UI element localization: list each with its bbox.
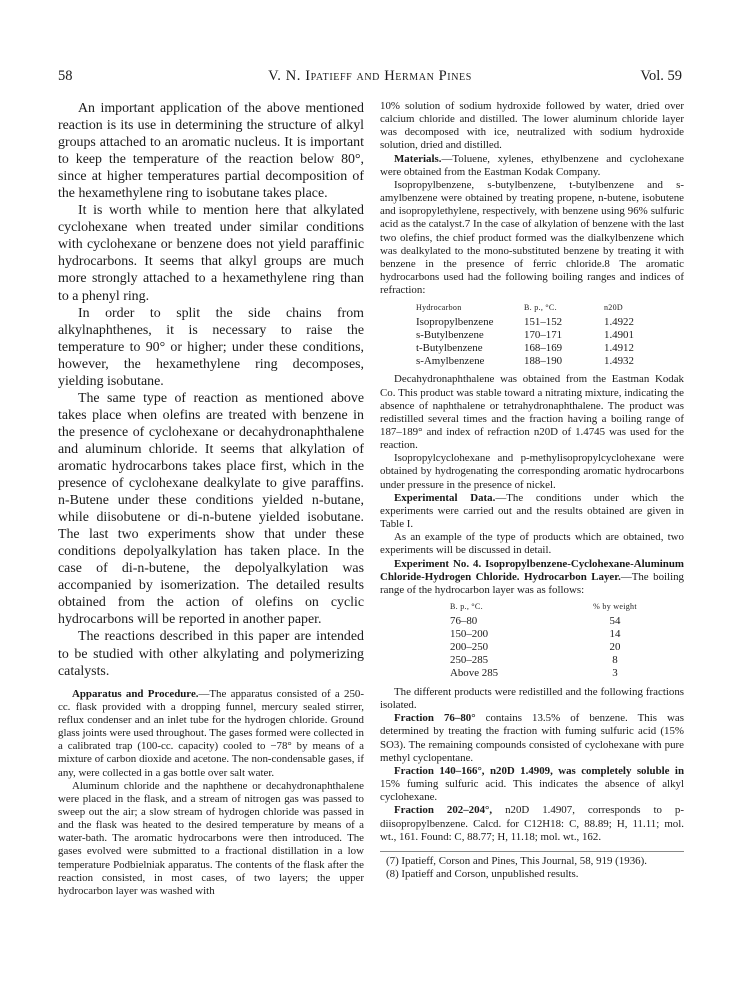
paragraph: The reactions described in this paper are intended to be studied with other alkylating and polymerizing catalysts. <box>58 629 364 679</box>
intro-text <box>58 100 364 680</box>
paragraph <box>380 804 684 843</box>
paragraph-text: 15% fuming sulfuric acid. This indicates the absence of alkyl cyclohexane. <box>380 778 684 804</box>
table-header: % by weight <box>593 602 637 611</box>
paragraph-text: —The boiling range of the hydrocarbon layer was as follows: <box>380 570 684 596</box>
table-cell: 200–250 <box>450 641 489 653</box>
table-cell: 150–200 <box>450 628 489 640</box>
table-row <box>442 654 660 667</box>
table-cell: Isopropylbenzene <box>416 316 494 329</box>
paragraph <box>380 492 684 531</box>
paragraph-text: contains 13.5% of benzene. This was determined by treating the fraction with fuming sulfuric acid (15% SO3). The remaining compounds consisted of cyclohexane with pure methyl cyclopentane. <box>380 712 684 764</box>
table-cell: s-Butylbenzene <box>416 329 484 342</box>
table-cell: 14 <box>609 628 621 640</box>
table-cell: 1.4922 <box>604 316 634 329</box>
table-row <box>442 628 660 641</box>
apparatus-section <box>58 688 364 899</box>
paragraph <box>380 712 684 765</box>
section-heading: Fraction 76–80° <box>394 712 476 725</box>
paragraph-text: —Toluene, xylenes, ethylbenzene and cyclohexane were obtained from the Eastman Kodak Company. <box>380 152 684 178</box>
paragraph <box>380 558 684 597</box>
running-title: V. N. Ipatieff and Herman Pines <box>268 68 472 84</box>
paragraph: 10% solution of sodium hydroxide followed by water, dried over calcium chloride and distilled. The lower aluminum chloride layer was decomposed with ice, neutralized with sodium hydroxide solution, dried and distilled. <box>380 100 684 152</box>
table-header: B. p., °C. <box>450 602 483 611</box>
paragraph: Isopropylbenzene, s-butylbenzene, t-butylbenzene and s-amylbenzene were obtained by treating propene, n-butene, isobutene and isopropylethylene, respectively, with benzene using 96% sulfuric acid as the catalyst.7 In the case of alkylation of benzene with the last two olefins, the chief product formed was the dialkylbenzene which was dealkylated to the mono-substituted benzene by treating it with benzene in the presence of ferric chloride.8 The aromatic hydrocarbons used had the following boiling ranges and indices of refraction: <box>380 178 684 297</box>
table-row <box>442 641 660 654</box>
paragraph: An important application of the above mentioned reaction is its use in determining the structure of alkyl groups attached to an aromatic nucleus. It is important to keep the temperature of the reaction below 80°, since at higher temperatures partial decomposition of the hexamethylene ring to isobutane takes place. <box>58 101 364 202</box>
table-header: n20D <box>604 303 623 313</box>
paragraph: As an example of the type of products which are obtained, two experiments will be discussed in detail. <box>380 531 684 557</box>
paragraph: Decahydronaphthalene was obtained from the Eastman Kodak Co. This product was stable toward a nitrating mixture, indicating the absence of naphthalene or tetrahydronaphthalene. The product was redistilled several times and the fraction having a boiling range of 187–189° and index of refraction n20D of 1.4745 was used for the reaction. <box>380 373 684 452</box>
section-heading: Fraction 202–204°, <box>394 804 493 817</box>
boiling-point-table <box>416 301 654 368</box>
paragraph: It is worth while to mention here that alkylated cyclohexane when treated under similar conditions with cyclohexane or benzene does not yield paraffinic hydrocarbons. It seems that alkyl groups are much more strongly attached to a hexamethylene ring than to a phenyl ring. <box>58 203 364 304</box>
left-column <box>58 100 364 898</box>
paragraph: The different products were redistilled and the following fractions isolated. <box>380 686 684 712</box>
table-cell: 1.4932 <box>604 355 634 368</box>
section-heading: Experiment No. 4. Isopropylbenzene-Cyclohexane-Aluminum Chloride-Hydrogen Chloride. Hydrocarbon Layer. <box>380 557 684 583</box>
table-row <box>416 342 654 355</box>
footnote-divider <box>380 851 684 852</box>
section-heading: Experimental Data. <box>394 491 496 504</box>
table-cell: 168–169 <box>524 342 563 355</box>
paragraph <box>58 688 364 780</box>
table-cell: 170–171 <box>524 329 563 342</box>
volume-label: Vol. 59 <box>640 68 682 84</box>
paragraph <box>380 765 684 804</box>
table-row <box>416 355 654 368</box>
table-cell: 188–190 <box>524 355 563 368</box>
table-cell: 151–152 <box>524 316 563 329</box>
table-cell: 250–285 <box>450 654 489 666</box>
table-row <box>442 615 660 628</box>
table-cell: 8 <box>612 654 618 666</box>
table-cell: t-Butylbenzene <box>416 342 483 355</box>
footnote: (8) Ipatieff and Corson, unpublished results. <box>386 868 579 881</box>
section-heading: Apparatus and Procedure. <box>72 687 199 700</box>
paragraph-text: —The apparatus consisted of a 250-cc. flask provided with a dropping funnel, mercury sealed stirrer, reflux condenser and an inlet tube for the hydrogen chloride. Ground glass joints were used throughout. The gases formed were collected in a calibrated trap (100-cc. capacity) cooled to −78° by means of a mixture of carbon dioxide and acetone. The non-condensable gases, if any, were collected in a gas bottle over salt water. <box>58 687 364 779</box>
paragraph: Isopropylcyclohexane and p-methylisopropylcyclohexane were obtained by hydrogenating the corresponding aromatic hydrocarbons under pressure in the presence of nickel. <box>380 452 684 491</box>
table-header: Hydrocarbon <box>416 303 462 313</box>
table-cell: 3 <box>612 667 618 679</box>
table-row <box>416 329 654 342</box>
table-cell: 54 <box>609 615 621 627</box>
table-row <box>416 316 654 329</box>
table-cell: 1.4912 <box>604 342 634 355</box>
table-row <box>442 667 660 680</box>
page-number: 58 <box>58 68 73 84</box>
section-heading: Fraction 140–166°, n20D 1.4909, was completely soluble in <box>394 764 684 777</box>
table-cell: 76–80 <box>450 615 478 627</box>
right-column <box>380 100 684 881</box>
table-cell: s-Amylbenzene <box>416 355 485 368</box>
paragraph: The same type of reaction as mentioned above takes place when olefins are treated with benzene in the presence of cyclohexane or decahydronaphthalene and aluminum chloride. It seems that alkylation of aromatic hydrocarbons takes place first, which in the presence of cyclohexane dealkylate to give paraffins. n-Butene under these conditions yielded n-butane, while diisobutene or di-n-butene yielded isobutane. The last two experiments show that under these conditions depolyalkylation has taken place. In the case of di-n-butene, the depolyalkylation was accompanied by isomerization. The detailed results obtained from the action of olefins on cyclic hydrocarbons will be reported in another paper. <box>58 390 364 628</box>
paragraph-text: n20D 1.4907, corresponds to p-diisopropylbenzene. Calcd. for C12H18: C, 88.89; H, 11.11; mol. wt., 161. Found: C, 88.77; H, 11.18; mol. wt., 162. <box>380 804 684 843</box>
table-cell: 1.4901 <box>604 329 634 342</box>
paragraph <box>380 153 684 179</box>
footnote: (7) Ipatieff, Corson and Pines, This Journal, 58, 919 (1936). <box>386 854 647 867</box>
running-header <box>58 68 682 88</box>
distillation-table <box>442 600 660 680</box>
table-cell: 20 <box>609 641 621 653</box>
table-header: B. p., °C. <box>524 303 557 313</box>
section-heading: Materials. <box>394 152 442 165</box>
table-cell: Above 285 <box>450 667 499 679</box>
paragraph: Aluminum chloride and the naphthene or decahydronaphthalene were placed in the flask, and a stream of nitrogen gas was passed to sweep out the air; a slow stream of hydrogen chloride was passed in and the flask was heated to the desired temperature by means of a water-bath. The aromatic hydrocarbons were then introduced. The gases evolved were submitted to a fractional distillation in a low temperature Podbielniak apparatus. The contents of the flask after the reaction consisted, in most cases, of two layers; the upper hydrocarbon layer was washed with <box>58 779 364 897</box>
paragraph-text: —The conditions under which the experiments were carried out and the results obtained are given in Table I. <box>380 491 684 531</box>
paragraph: In order to split the side chains from alkylnaphthenes, it is necessary to raise the temperature to 90° or higher; under these conditions, however, the hexamethylene ring decomposes, yielding isobutane. <box>58 305 364 389</box>
